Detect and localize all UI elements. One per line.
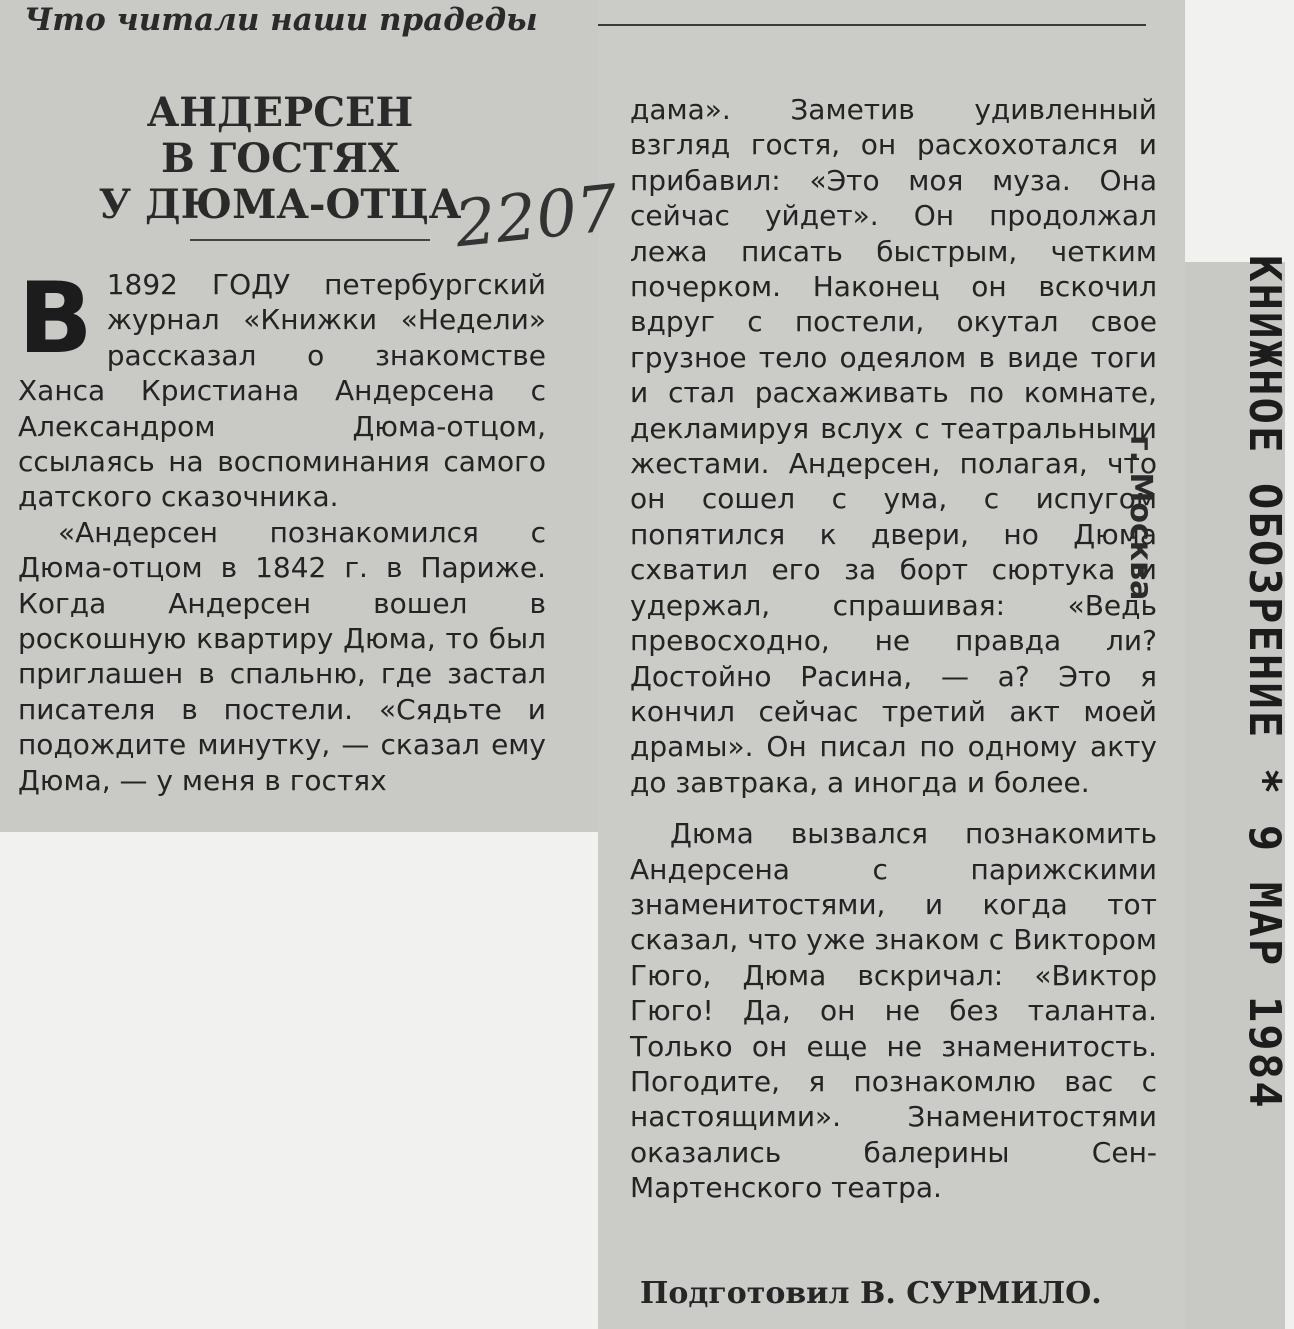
stamp-city: г. Москва	[1123, 435, 1158, 601]
article-paragraph-2-start: «Андерсен познакомился с Дюма-отцом в 1842 г. в Париже. Когда Андерсен вошел в роскошную квартиру Дюма, то был приглашен в спальню, где застал писателя в постели. «Сядьте и подождите минутку, — сказал ему Дюма, — у меня в гостях	[18, 515, 546, 797]
headline-line-1: АНДЕРСЕН	[146, 89, 414, 136]
drop-cap: В	[18, 262, 93, 376]
article-column-right	[630, 92, 1157, 1206]
article-paragraph-1	[18, 262, 546, 515]
paragraph-1-text: 1892 ГОДУ петербургский журнал «Книжки «Недели» рассказал о знакомстве Ханса Кристиана Андерсена с Александром Дюма-отцом, ссылаясь на воспоминания самого датского сказочника.	[18, 268, 546, 514]
rubric-rule	[598, 24, 1146, 26]
headline-underline	[190, 239, 430, 241]
date-stamp: КНИЖНОЕ ОБОЗРЕНИЕ * 9 МАР 1984	[1239, 255, 1290, 1110]
article-paragraph-3: Дюма вызвался познакомить Андерсена с парижскими знаменитостями, и когда тот сказал, что уже знаком с Виктором Гюго, Дюма вскричал: «Виктор Гюго! Да, он не без таланта. Только он еще не знаменитость. Погодите, я познакомлю вас с настоящими». Знаменитостями оказались балерины Сен-Мартенского театра.	[630, 817, 1157, 1205]
article-headline	[80, 90, 480, 228]
article-byline: Подготовил В. СУРМИЛО.	[640, 1276, 1102, 1311]
article-column-left	[18, 262, 546, 798]
rubric-heading: Что читали наши прадеды	[24, 2, 538, 38]
headline-line-3: У ДЮМА-ОТЦА	[98, 181, 462, 228]
handwritten-archive-number: 2207	[451, 171, 622, 263]
headline-line-2: В ГОСТЯХ	[160, 135, 400, 182]
article-paragraph-2-continued: дама». Заметив удивленный взгляд гостя, он расхохотался и прибавил: «Это моя муза. Она сейчас уйдет». Он продолжал лежа писать быстрым, четким почерком. Наконец он вскочил вдруг с постели, окутал свое грузное тело одеялом в виде тоги и стал расхаживать по комнате, декламируя вслух с театральными жестами. Андерсен, полагая, что он сошел с ума, с испугом попятился к двери, но Дюма схватил его за борт сюртука и удержал, спрашивая: «Ведь превосходно, не правда ли? Достойно Расина, — а? Это я кончил сейчас третий акт моей драмы». Он писал по одному акту до завтрака, а иногда и более.	[630, 93, 1157, 799]
